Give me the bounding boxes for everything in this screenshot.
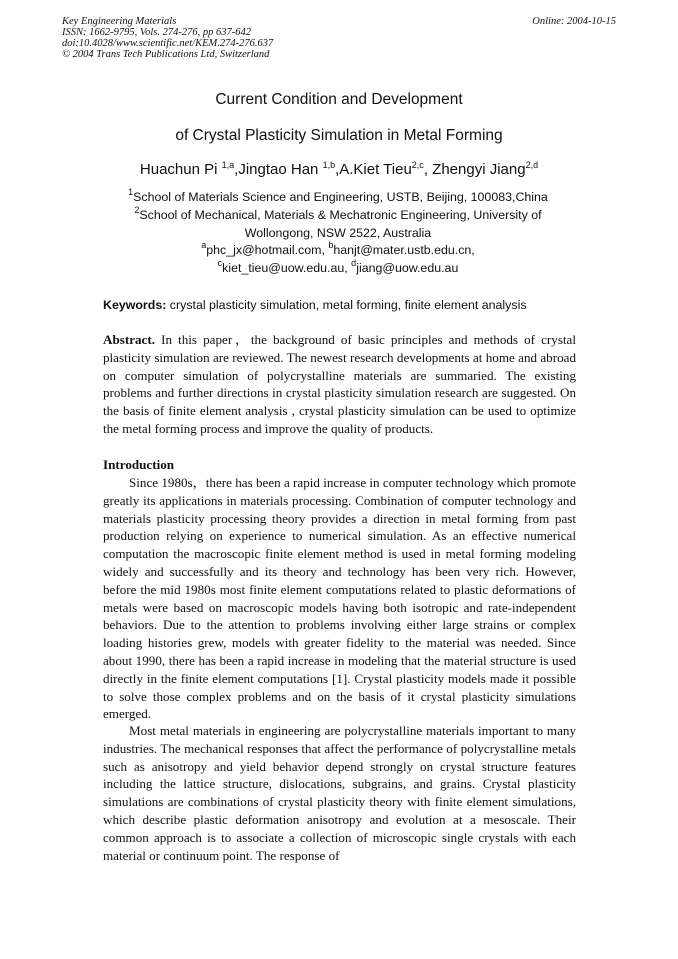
email-mark: c <box>217 258 223 268</box>
keywords-text: crystal plasticity simulation, metal forming, finite element analysis <box>166 298 527 312</box>
email-address: kiet_tieu@uow.edu.au, <box>222 261 352 275</box>
email-address: hanjt@mater.ustb.edu.cn, <box>333 243 475 257</box>
email-mark: d <box>351 258 357 268</box>
keywords-label: Keywords: <box>103 298 167 312</box>
email-mark: b <box>328 240 334 250</box>
introduction-paragraph-1: Since 1980s，there has been a rapid increase in computer technology which promote greatly its applications in materials processing. Combination of computer technology and materials plasticity processing theory provides a direction in metal forming from past production relying on experience to numerical simulation. As an effective numerical computation the macroscopic finite element method is used in metal forming modeling widely and successfully and its theory and technology has been very rich. However, before the mid 1980s most finite element computations related to plastic deformations of metals were based on macroscopic models having both isotropic and rate-independent behaviors. Due to the attention to problems involving either large strains or complex loading histories grew, models with greater fidelity to the material was needed. Since about 1990, there has been a rapid increase in modeling that the material structure is used directly in the finite element computations [1]. Crystal plasticity models made it possible to solve those complex problems and on the basis of it crystal plasticity simulations emerged. <box>103 475 576 722</box>
abstract-label: Abstract. <box>103 332 155 347</box>
affiliation-2 <box>100 207 576 225</box>
email-address: jiang@uow.edu.au <box>356 261 459 275</box>
email-mark: a <box>201 240 207 250</box>
email-address: phc_jx@hotmail.com, <box>206 243 329 257</box>
author-name: Zhengyi Jiang <box>432 161 526 178</box>
doi-line: doi:10.4028/www.scientific.net/KEM.274-276.637 <box>62 38 274 49</box>
author-affil-mark: 1,b <box>322 160 336 170</box>
paper-title-line-1: Current Condition and Development <box>215 91 463 108</box>
affiliation-text: School of Mechanical, Materials & Mechatronic Engineering, University of <box>139 208 542 222</box>
online-date: Online: 2004-10-15 <box>532 16 616 27</box>
author-affil-mark: 1,a <box>221 160 235 170</box>
author-name: Huachun Pi <box>139 161 218 178</box>
author-separator: , <box>335 161 340 178</box>
affiliation-mark: 1 <box>128 187 134 197</box>
author-separator: , <box>423 161 433 178</box>
author-name: A.Kiet Tieu <box>339 161 412 178</box>
abstract-text: In this paper，the background of basic principles and methods of crystal plasticity simulation are reviewed. The newest research developments at home and abroad on computer simulation of polycrystalline materials are summaried. The existing problems and further directions in crystal plasticity simulation research are suggested. On the basis of finite element analysis , crystal plasticity simulation can be used to optimize the metal forming process and improve the quality of products. <box>103 332 576 436</box>
author-separator: , <box>234 161 239 178</box>
journal-header <box>62 16 273 60</box>
author-affil-mark: 2,c <box>411 160 424 170</box>
affiliation-2-cont: Wollongong, NSW 2522, Australia <box>244 226 432 240</box>
affiliation-mark: 2 <box>134 205 140 215</box>
author-list <box>0 161 678 179</box>
keywords <box>103 297 579 313</box>
journal-name: Key Engineering Materials <box>62 16 177 27</box>
affiliation-1 <box>100 189 576 207</box>
issn-line: ISSN: 1662-9795, Vols. 274-276, pp 637-642 <box>62 27 251 38</box>
copyright-line: © 2004 Trans Tech Publications Ltd, Switzerland <box>62 49 270 60</box>
affiliation-text: School of Materials Science and Engineering, USTB, Beijing, 100083,China <box>133 190 548 204</box>
author-name: Jingtao Han <box>238 161 319 178</box>
paper-title-line-2: of Crystal Plasticity Simulation in Metal Forming <box>175 127 503 144</box>
email-line-2 <box>100 260 576 278</box>
introduction-paragraph-2: Most metal materials in engineering are polycrystalline materials important to many industries. The mechanical responses that affect the performance of polycrystalline metals such as anisotropy and yield behavior depend strongly on crystal structure features including the lattice structure, dislocations, subgrains, and grains. Crystal plasticity simulations are combinations of crystal plasticity theory with finite element simulations, which describe plastic deformation anisotropy and evolution at a mesoscale. Their common approach is to associate a collection of microscopic single crystals with each material or continuum point. The response of <box>103 723 576 863</box>
email-line-1 <box>100 242 576 260</box>
abstract <box>103 331 576 438</box>
author-affil-mark: 2,d <box>525 160 539 170</box>
section-heading-introduction: Introduction <box>103 457 175 472</box>
